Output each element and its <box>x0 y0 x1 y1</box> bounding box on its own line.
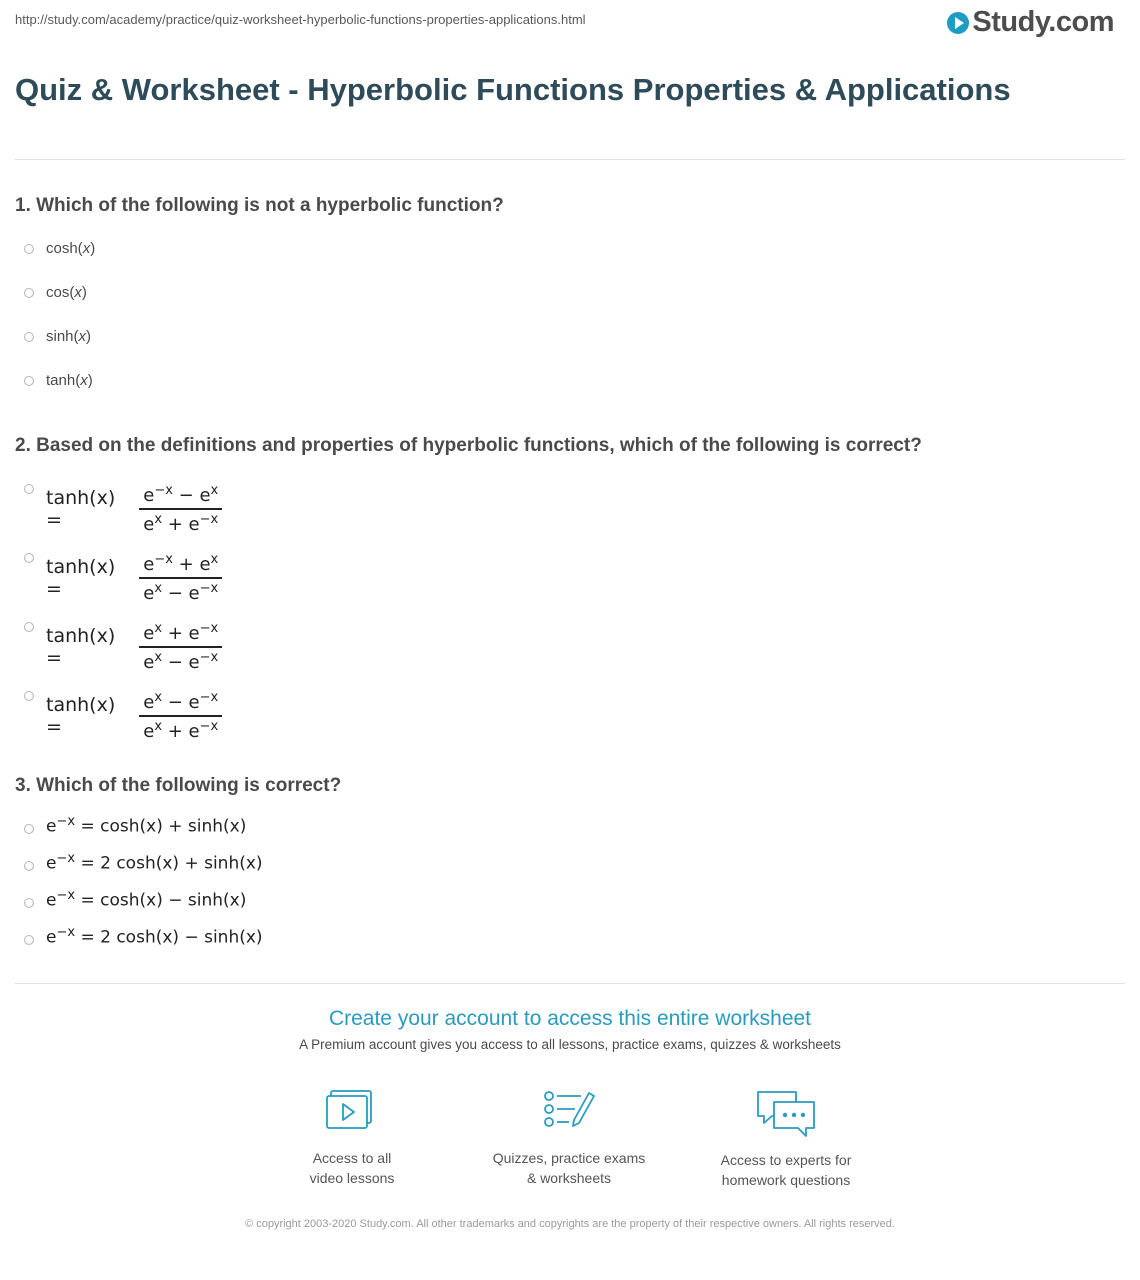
q1-option-3[interactable] <box>24 328 91 345</box>
option-label: cos(x) <box>46 284 87 301</box>
option-label: tanh(x) <box>46 372 93 389</box>
logo-text: Study.com <box>972 6 1114 38</box>
equation: $e^{-x} = 2$ cosh(x) + sinh(x) <box>46 851 263 874</box>
page-title: Quiz & Worksheet - Hyperbolic Functions Properties & Applications <box>15 72 1011 107</box>
equation: $e^{-x} = 2$ cosh(x) − sinh(x) <box>46 925 263 948</box>
equation: $e^{-x} = \cosh(x) - \sinh(x)$ <box>46 888 247 911</box>
radio-button[interactable] <box>24 824 34 834</box>
equation: tanh(x) = $\frac{e^x - e^{-x}}{e^x + e^{-x}}$ <box>46 683 222 749</box>
q3-option-3[interactable] <box>24 888 246 911</box>
feature-label: Access to all video lessons <box>309 1150 395 1186</box>
radio-button[interactable] <box>24 553 34 563</box>
title-divider <box>15 159 1125 160</box>
q3-option-2[interactable] <box>24 851 263 874</box>
q1-option-4[interactable] <box>24 372 93 389</box>
question-1: 1. Which of the following is not a hyperbolic function? <box>15 195 504 216</box>
radio-button[interactable] <box>24 332 34 342</box>
q3-option-1[interactable] <box>24 814 246 837</box>
cta-subtitle: A Premium account gives you access to all lessons, practice exams, quizzes & worksheets <box>299 1037 841 1052</box>
option-label: sinh(x) <box>46 328 92 345</box>
study-logo[interactable] <box>947 6 1114 39</box>
page-url: http://study.com/academy/practice/quiz-worksheet-hyperbolic-functions-properties-applications.html <box>15 12 586 27</box>
equation: $e^{-x} = \cosh(x) + \sinh(x)$ <box>46 814 247 837</box>
equation: tanh(x) = $\frac{e^{-x} + e^x}{e^x - e^{-x}}$ <box>46 545 222 611</box>
radio-button[interactable] <box>24 935 34 945</box>
radio-button[interactable] <box>24 622 34 632</box>
radio-button[interactable] <box>24 376 34 386</box>
play-circle-icon <box>947 12 969 34</box>
question-2: 2. Based on the definitions and properties of hyperbolic functions, which of the following is correct? <box>15 435 922 456</box>
radio-button[interactable] <box>24 691 34 701</box>
feature-video-lessons <box>242 1088 462 1188</box>
equation: tanh(x) = $\frac{e^x + e^{-x}}{e^x - e^{-x}}$ <box>46 614 222 680</box>
quiz-checklist-icon <box>541 1088 597 1138</box>
q3-option-4[interactable] <box>24 925 263 948</box>
equation: tanh(x) = $\frac{e^{-x} - e^x}{e^x + e^{-x}}$ <box>46 476 222 542</box>
feature-label: Access to experts for homework questions <box>720 1152 852 1188</box>
feature-label: Quizzes, practice exams & worksheets <box>492 1150 646 1186</box>
feature-quizzes <box>459 1088 679 1188</box>
q1-option-1[interactable] <box>24 240 95 257</box>
radio-button[interactable] <box>24 898 34 908</box>
video-lessons-icon <box>324 1088 380 1138</box>
radio-button[interactable] <box>24 244 34 254</box>
question-3: 3. Which of the following is correct? <box>15 775 342 796</box>
radio-button[interactable] <box>24 861 34 871</box>
copyright-footer: © copyright 2003-2020 Study.com. All other trademarks and copyrights are the property of their respective owners. All rights reserved. <box>245 1218 895 1230</box>
radio-button[interactable] <box>24 484 34 494</box>
cta-title[interactable]: Create your account to access this entire worksheet <box>328 1007 812 1030</box>
q1-option-2[interactable] <box>24 284 87 301</box>
radio-button[interactable] <box>24 288 34 298</box>
feature-experts <box>676 1088 896 1190</box>
content-divider <box>15 983 1125 984</box>
option-label: cosh(x) <box>46 240 96 257</box>
expert-chat-icon <box>754 1088 818 1140</box>
